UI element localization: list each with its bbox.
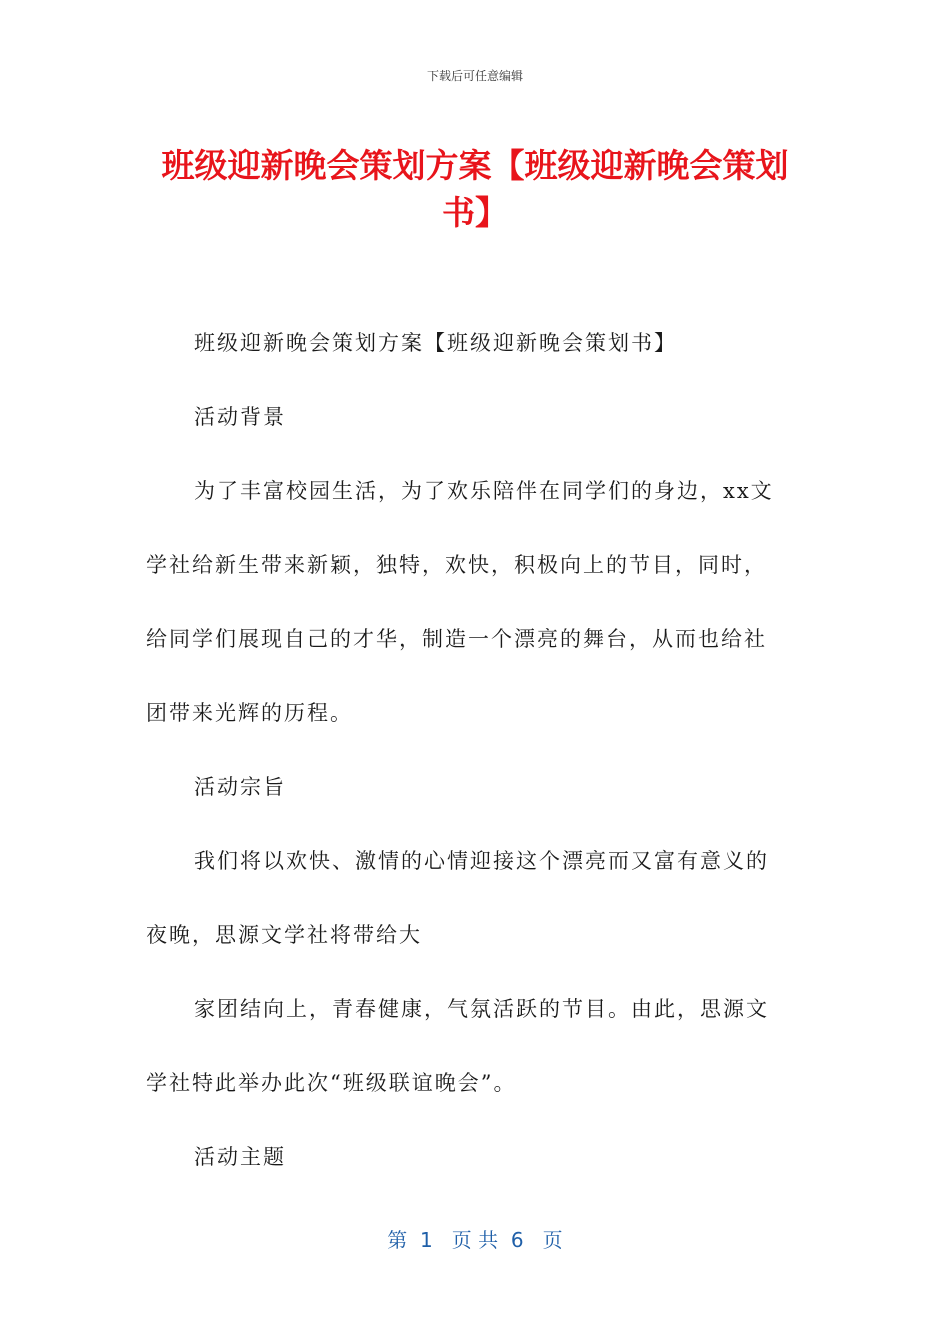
section-heading-background: 活动背景	[194, 405, 286, 429]
section-heading-purpose: 活动宗旨	[194, 775, 286, 799]
document-title: 班级迎新晚会策划方案【班级迎新晚会策划书】	[161, 146, 789, 232]
paragraph-line: 学社特此举办此次“班级联谊晚会”。	[146, 1071, 517, 1095]
paragraph-line: 团带来光辉的历程。	[146, 701, 353, 725]
page-number-footer: 第 1 页 共 6 页	[387, 1228, 563, 1252]
paragraph-line: 为了丰富校园生活，为了欢乐陪伴在同学们的身边，xx文	[194, 479, 774, 503]
section-heading-theme: 活动主题	[194, 1145, 286, 1169]
paragraph-line: 夜晚，思源文学社将带给大	[146, 923, 422, 947]
paragraph-line: 给同学们展现自己的才华，制造一个漂亮的舞台，从而也给社	[146, 627, 767, 651]
document-body	[146, 306, 796, 1194]
paragraph-line: 学社给新生带来新颖，独特，欢快，积极向上的节目，同时，	[146, 553, 767, 577]
header-note: 下载后可任意编辑	[426, 69, 523, 83]
paragraph-line: 班级迎新晚会策划方案【班级迎新晚会策划书】	[194, 331, 677, 355]
paragraph-line: 我们将以欢快、激情的心情迎接这个漂亮而又富有意义的	[194, 849, 769, 873]
paragraph-line: 家团结向上，青春健康，气氛活跃的节目。由此，思源文	[194, 997, 769, 1021]
